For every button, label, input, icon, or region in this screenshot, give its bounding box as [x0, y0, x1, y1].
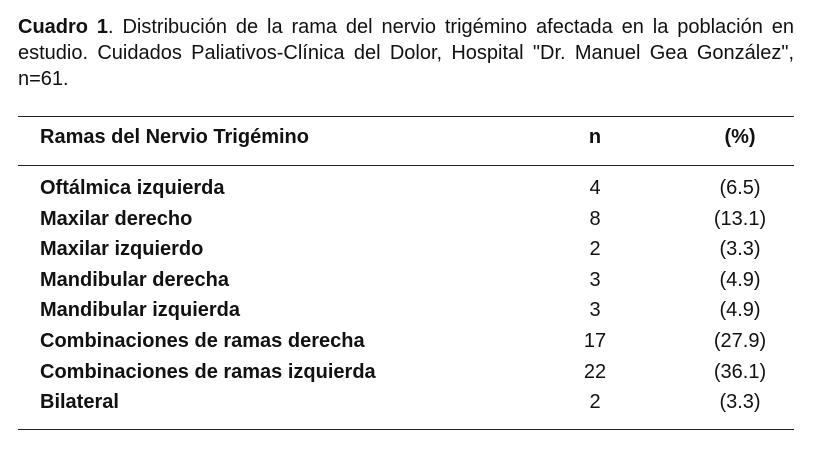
row-n: 8: [589, 207, 601, 230]
table-body: [0, 174, 824, 419]
table-row: [40, 296, 794, 327]
row-percent: (4.9): [719, 299, 761, 322]
row-percent: (3.3): [719, 391, 761, 414]
row-percent: (27.9): [713, 329, 767, 352]
caption-label: Cuadro 1: [18, 16, 109, 38]
row-percent: (36.1): [713, 360, 767, 383]
table-top-rule: [18, 116, 794, 117]
row-branch: Oftálmica izquierda: [40, 177, 225, 199]
table-row: [40, 327, 794, 358]
row-percent: (4.9): [719, 268, 761, 291]
row-n: 3: [589, 299, 601, 322]
row-percent: (3.3): [719, 238, 761, 261]
header-branch: Ramas del Nervio Trigémino: [40, 126, 309, 148]
table-row: [40, 266, 794, 297]
table-header-rule: [18, 165, 794, 166]
table-row: [40, 205, 794, 236]
row-branch: Combinaciones de ramas izquierda: [40, 360, 376, 383]
row-percent: (6.5): [719, 177, 761, 199]
row-branch: Maxilar izquierdo: [40, 238, 204, 261]
caption-text: . Distribución de la rama del nervio trigémino afectada en la población en estudio. Cuidados Paliativos-Clínica del Dolor, Hospital "Dr. Manuel Gea González", n=61.: [18, 16, 794, 90]
table-row: [40, 235, 794, 266]
row-branch: Mandibular izquierda: [40, 299, 241, 322]
header-percent: (%): [724, 126, 756, 148]
row-n: 4: [589, 177, 601, 199]
table-caption: [18, 14, 794, 92]
table-row: [40, 174, 794, 205]
table-row: [40, 358, 794, 389]
table-row: [40, 388, 794, 419]
row-branch: Mandibular derecha: [40, 268, 229, 291]
header-n: n: [588, 126, 602, 148]
row-n: 2: [589, 238, 601, 261]
row-branch: Combinaciones de ramas derecha: [40, 329, 365, 352]
row-n: 3: [589, 268, 601, 291]
row-branch: Maxilar derecho: [40, 207, 193, 230]
row-n: 2: [589, 391, 601, 414]
table-header-row: [40, 126, 794, 154]
row-branch: Bilateral: [40, 391, 119, 414]
row-n: 22: [583, 360, 607, 383]
table-bottom-rule: [18, 429, 794, 430]
row-n: 17: [583, 329, 607, 352]
row-percent: (13.1): [713, 207, 767, 230]
